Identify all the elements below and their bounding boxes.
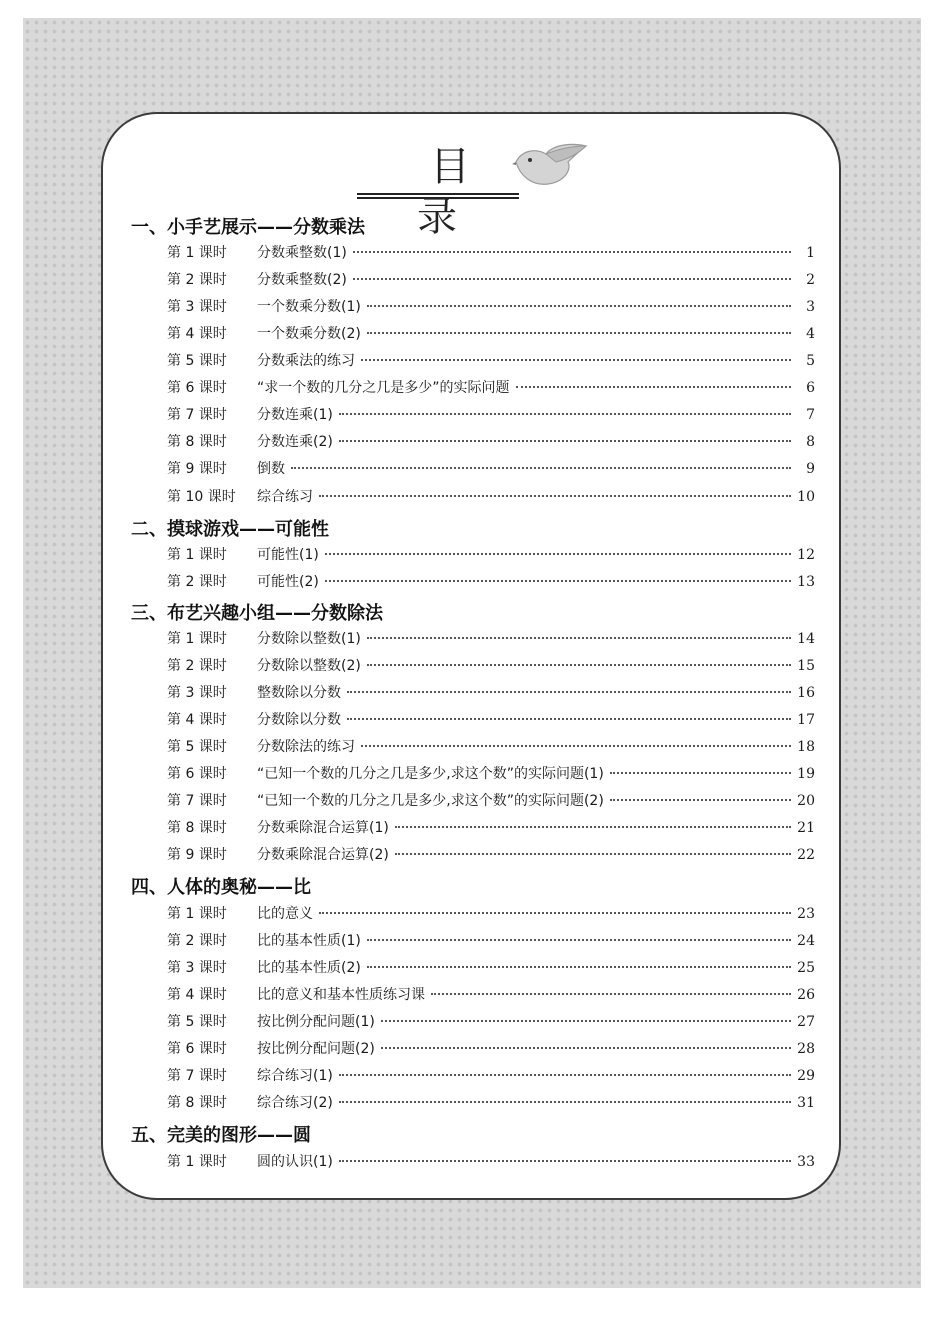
dot-leader: [319, 912, 791, 914]
lesson-number: 第 1 课时: [167, 245, 227, 261]
dot-leader: [339, 1074, 791, 1076]
lesson-number: 第 10 课时: [167, 489, 236, 505]
lesson-number: 第 3 课时: [167, 685, 227, 701]
lesson-title: 分数除以分数: [257, 712, 341, 728]
page-number: 4: [806, 326, 815, 342]
lesson-entry[interactable]: [167, 1011, 815, 1033]
dot-leader: [610, 772, 791, 774]
dot-leader: [339, 413, 791, 415]
page-number: 18: [797, 739, 815, 755]
dot-leader: [361, 745, 791, 747]
lesson-title: 整数除以分数: [257, 685, 341, 701]
lesson-entry[interactable]: [167, 296, 815, 318]
lesson-number: 第 1 课时: [167, 1154, 227, 1170]
dot-leader: [325, 580, 791, 582]
lesson-number: 第 6 课时: [167, 1041, 227, 1057]
lesson-entry[interactable]: [167, 1151, 815, 1173]
lesson-number: 第 9 课时: [167, 461, 227, 477]
page-number: 15: [797, 658, 815, 674]
section-heading[interactable]: 二、摸球游戏——可能性: [131, 519, 329, 540]
page-number: 6: [806, 380, 815, 396]
lesson-title: 比的基本性质(1): [257, 933, 361, 949]
dot-leader: [381, 1020, 791, 1022]
page-number: 25: [797, 960, 815, 976]
page-title: 目 录: [417, 144, 496, 240]
dot-leader: [367, 305, 791, 307]
lesson-title: 分数连乘(1): [257, 407, 333, 423]
lesson-number: 第 1 课时: [167, 906, 227, 922]
lesson-number: 第 1 课时: [167, 547, 227, 563]
dot-leader: [339, 1160, 791, 1162]
lesson-entry[interactable]: [167, 404, 815, 426]
lesson-title: 分数乘整数(1): [257, 245, 347, 261]
lesson-entry[interactable]: [167, 269, 815, 291]
dot-leader: [353, 278, 791, 280]
lesson-number: 第 5 课时: [167, 353, 227, 369]
lesson-number: 第 5 课时: [167, 1014, 227, 1030]
lesson-entry[interactable]: [167, 930, 815, 952]
dot-leader: [347, 691, 791, 693]
dot-leader: [367, 966, 791, 968]
lesson-title: 分数除以整数(1): [257, 631, 361, 647]
lesson-title: 综合练习(1): [257, 1068, 333, 1084]
lesson-title: 分数乘除混合运算(2): [257, 847, 389, 863]
dot-leader: [325, 553, 791, 555]
lesson-title: 比的基本性质(2): [257, 960, 361, 976]
dot-leader: [339, 440, 791, 442]
page-number: 2: [806, 272, 815, 288]
lesson-entry[interactable]: [167, 1038, 815, 1060]
lesson-entry[interactable]: [167, 790, 815, 812]
lesson-title: 一个数乘分数(2): [257, 326, 361, 342]
lesson-title: “求一个数的几分之几是多少”的实际问题: [257, 380, 510, 396]
lesson-title: 按比例分配问题(2): [257, 1041, 375, 1057]
section-heading[interactable]: 五、完美的图形——圆: [131, 1125, 311, 1146]
lesson-entry[interactable]: [167, 458, 815, 480]
dot-leader: [361, 359, 791, 361]
page-number: 23: [797, 906, 815, 922]
lesson-title: 分数连乘(2): [257, 434, 333, 450]
lesson-title: 可能性(2): [257, 574, 319, 590]
lesson-title: 综合练习(2): [257, 1095, 333, 1111]
lesson-entry[interactable]: [167, 350, 815, 372]
page-number: 22: [797, 847, 815, 863]
lesson-entry[interactable]: [167, 628, 815, 650]
dot-leader: [367, 939, 791, 941]
lesson-number: 第 8 课时: [167, 820, 227, 836]
page-number: 31: [797, 1095, 815, 1111]
lesson-number: 第 9 课时: [167, 847, 227, 863]
lesson-title: 比的意义: [257, 906, 313, 922]
page-number: 13: [797, 574, 815, 590]
lesson-entry[interactable]: [167, 431, 815, 453]
page-number: 7: [806, 407, 815, 423]
lesson-entry[interactable]: [167, 903, 815, 925]
dot-leader: [347, 718, 791, 720]
dot-leader: [610, 799, 791, 801]
lesson-title: 分数乘法的练习: [257, 353, 355, 369]
page-number: 16: [797, 685, 815, 701]
page-number: 10: [797, 489, 815, 505]
dot-leader: [339, 1101, 791, 1103]
lesson-title: 分数乘除混合运算(1): [257, 820, 389, 836]
dot-leader: [319, 495, 791, 497]
lesson-entry[interactable]: [167, 763, 815, 785]
dot-leader: [431, 993, 791, 995]
lesson-entry[interactable]: [167, 544, 815, 566]
lesson-number: 第 4 课时: [167, 326, 227, 342]
page-number: 8: [806, 434, 815, 450]
dot-leader: [291, 467, 791, 469]
dot-leader: [381, 1047, 791, 1049]
lesson-number: 第 8 课时: [167, 1095, 227, 1111]
lesson-entry[interactable]: [167, 323, 815, 345]
page-number: 3: [806, 299, 815, 315]
lesson-number: 第 7 课时: [167, 407, 227, 423]
lesson-number: 第 5 课时: [167, 739, 227, 755]
lesson-title: 分数乘整数(2): [257, 272, 347, 288]
lesson-number: 第 6 课时: [167, 766, 227, 782]
lesson-number: 第 6 课时: [167, 380, 227, 396]
lesson-number: 第 4 课时: [167, 712, 227, 728]
lesson-title: 比的意义和基本性质练习课: [257, 987, 425, 1003]
lesson-number: 第 7 课时: [167, 793, 227, 809]
dot-leader: [353, 251, 791, 253]
lesson-entry[interactable]: [167, 571, 815, 593]
lesson-title: 倒数: [257, 461, 285, 477]
lesson-entry[interactable]: [167, 709, 815, 731]
lesson-number: 第 2 课时: [167, 933, 227, 949]
lesson-entry[interactable]: [167, 736, 815, 758]
dot-leader: [395, 853, 791, 855]
lesson-number: 第 7 课时: [167, 1068, 227, 1084]
lesson-number: 第 2 课时: [167, 574, 227, 590]
page-number: 26: [797, 987, 815, 1003]
lesson-entry[interactable]: [167, 486, 815, 508]
page-number: 21: [797, 820, 815, 836]
section-heading[interactable]: 四、人体的奥秘——比: [131, 877, 311, 898]
lesson-title: 综合练习: [257, 489, 313, 505]
section-heading[interactable]: 一、小手艺展示——分数乘法: [131, 217, 365, 238]
lesson-number: 第 3 课时: [167, 299, 227, 315]
page-number: 28: [797, 1041, 815, 1057]
dot-leader: [395, 826, 791, 828]
lesson-title: “已知一个数的几分之几是多少,求这个数”的实际问题(1): [257, 766, 604, 782]
lesson-title: 一个数乘分数(1): [257, 299, 361, 315]
lesson-entry[interactable]: [167, 844, 815, 866]
lesson-number: 第 2 课时: [167, 272, 227, 288]
lesson-number: 第 2 课时: [167, 658, 227, 674]
lesson-entry[interactable]: [167, 682, 815, 704]
page-number: 14: [797, 631, 815, 647]
page-number: 17: [797, 712, 815, 728]
page-number: 29: [797, 1068, 815, 1084]
page-number: 27: [797, 1014, 815, 1030]
lesson-title: 分数除法的练习: [257, 739, 355, 755]
section-heading[interactable]: 三、布艺兴趣小组——分数除法: [131, 603, 383, 624]
lesson-entry[interactable]: [167, 242, 815, 264]
lesson-entry[interactable]: [167, 957, 815, 979]
lesson-title: 分数除以整数(2): [257, 658, 361, 674]
dot-leader: [367, 664, 791, 666]
page-number: 33: [797, 1154, 815, 1170]
lesson-number: 第 4 课时: [167, 987, 227, 1003]
page-number: 5: [806, 353, 815, 369]
lesson-entry[interactable]: [167, 817, 815, 839]
lesson-entry[interactable]: [167, 655, 815, 677]
page-number: 12: [797, 547, 815, 563]
dot-leader: [367, 332, 791, 334]
page-number: 9: [806, 461, 815, 477]
page-number: 24: [797, 933, 815, 949]
lesson-title: 按比例分配问题(1): [257, 1014, 375, 1030]
lesson-title: 圆的认识(1): [257, 1154, 333, 1170]
lesson-title: “已知一个数的几分之几是多少,求这个数”的实际问题(2): [257, 793, 604, 809]
lesson-entry[interactable]: [167, 377, 815, 399]
lesson-number: 第 1 课时: [167, 631, 227, 647]
lesson-entry[interactable]: [167, 1065, 815, 1087]
lesson-entry[interactable]: [167, 1092, 815, 1114]
lesson-number: 第 3 课时: [167, 960, 227, 976]
page-number: 1: [806, 245, 815, 261]
lesson-number: 第 8 课时: [167, 434, 227, 450]
dot-leader: [367, 637, 791, 639]
lesson-title: 可能性(1): [257, 547, 319, 563]
page-number: 19: [797, 766, 815, 782]
lesson-entry[interactable]: [167, 984, 815, 1006]
page-number: 20: [797, 793, 815, 809]
dot-leader: [516, 386, 791, 388]
